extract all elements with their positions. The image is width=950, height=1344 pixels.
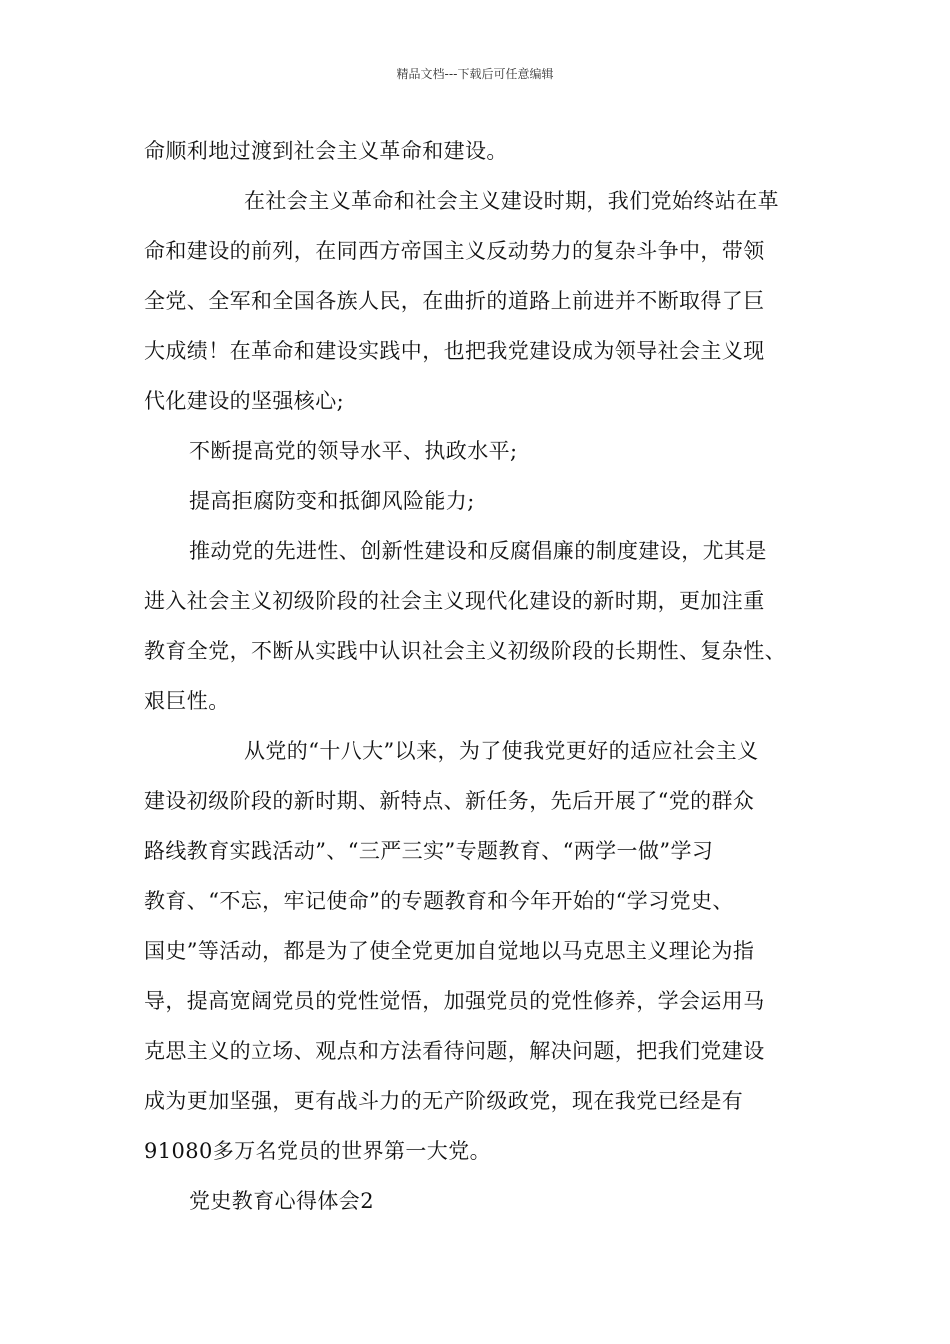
body-text-line: 命顺利地过渡到社会主义革命和建设。 (144, 139, 508, 163)
body-text-line: 导，提高宽阔党员的党性觉悟，加强党员的党性修养，学会运用马 (144, 989, 765, 1013)
body-text-line: 代化建设的坚强核心; (144, 389, 345, 413)
paragraph-first-line: 从党的“十八大”以来，为了使我党更好的适应社会主义 (244, 739, 759, 763)
body-text-line: 进入社会主义初级阶段的社会主义现代化建设的新时期，更加注重 (144, 589, 765, 613)
body-text-line: 艰巨性。 (144, 689, 230, 713)
body-text-line: 教育全党，不断从实践中认识社会主义初级阶段的长期性、复杂性、 (144, 639, 786, 663)
section-heading: 党史教育心得体会2 (189, 1189, 374, 1213)
paragraph-first-line: 推动党的先进性、创新性建设和反腐倡廉的制度建设，尤其是 (189, 539, 767, 563)
paragraph-first-line: 在社会主义革命和社会主义建设时期，我们党始终站在革 (244, 189, 779, 213)
body-text-line: 成为更加坚强，更有战斗力的无产阶级政党，现在我党已经是有 (144, 1089, 744, 1113)
body-text-line: 克思主义的立场、观点和方法看待问题，解决问题，把我们党建设 (144, 1039, 765, 1063)
paragraph-first-line: 提高拒腐防变和抵御风险能力; (189, 489, 475, 513)
body-text-line: 教育、“不忘，牢记使命”的专题教育和今年开始的“学习党史、 (144, 889, 734, 913)
body-text-line: 大成绩！在革命和建设实践中，也把我党建设成为领导社会主义现 (144, 339, 765, 363)
body-text-line: 命和建设的前列，在同西方帝国主义反动势力的复杂斗争中，带领 (144, 239, 765, 263)
page-header: 精品文档---下载后可任意编辑 (396, 67, 554, 81)
body-text-line: 91080多万名党员的世界第一大党。 (144, 1139, 492, 1163)
body-text-line: 路线教育实践活动”、“三严三实”专题教育、“两学一做”学习 (144, 839, 714, 863)
body-text-line: 全党、全军和全国各族人民，在曲折的道路上前进并不断取得了巨 (144, 289, 765, 313)
body-text-line: 国史”等活动，都是为了使全党更加自觉地以马克思主义理论为指 (144, 939, 755, 963)
body-text-line: 建设初级阶段的新时期、新特点、新任务，先后开展了“党的群众 (144, 789, 755, 813)
paragraph-first-line: 不断提高党的领导水平、执政水平; (189, 439, 518, 463)
